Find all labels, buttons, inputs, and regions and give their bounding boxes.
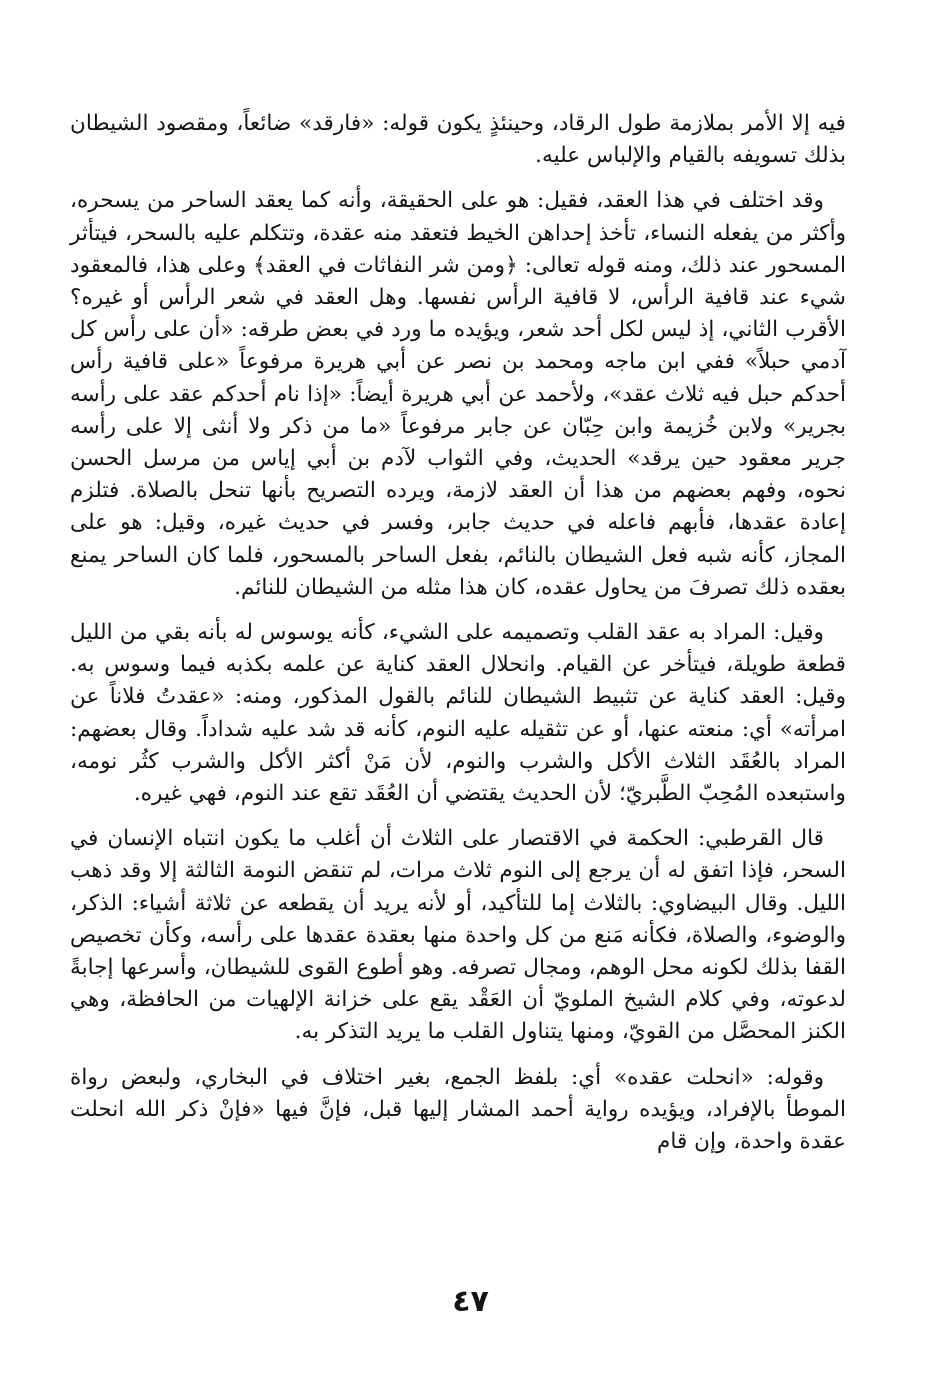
- page-number: ٤٧: [452, 1284, 489, 1319]
- paragraph-1: فيه إلا الأمر بملازمة طول الرقاد، وحينئذٍ يكون قوله: «فارقد» ضائعاً، ومقصود الشيطان بذلك تسويفه بالقيام والإلباس عليه.: [70, 111, 846, 169]
- paragraph-4: قال القرطبي: الحكمة في الاقتصار على الثلاث أن أغلب ما يكون انتباه الإنسان في السحر، فإذا اتفق له أن يرجع إلى النوم ثلاث مرات، لم تنقض النومة الثالثة إلا وقد ذهب الليل. وقال البيضاوي: بالثلاث إما للتأكيد، أو لأنه يريد أن يقطعه عن ثلاثة أشياء: الذكر، والوضوء، والصلاة، فكأنه مَنع من كل واحدة منها بعقدة عقدها على رأسه، وكأن تخصيص القفا بذلك لكونه محل الوهم، ومجال تصرفه. وهو أطوع القوى للشيطان، وأسرعها إجابةً لدعوته، وفي كلام الشيخ الملويّ أن العَقْد يقع على خزانة الإلهيات من الحافظة، وهي الكنز المحصَّل من القويّ، ومنها يتناول القلب ما يريد التذكر به.: [70, 826, 846, 1045]
- paragraph-5: وقوله: «انحلت عقده» أي: بلفظ الجمع، بغير اختلاف في البخاري، ولبعض رواة الموطأ بالإفراد، ويؤيده رواية أحمد المشار إليها قبل، فإنَّ فيها «فإنْ ذكر الله انحلت عقدة واحدة، وإن قام: [70, 1064, 846, 1155]
- paragraph-3: وقيل: المراد به عقد القلب وتصميمه على الشيء، كأنه يوسوس له بأنه بقي من الليل قطعة طويلة، فيتأخر عن القيام. وانحلال العقد كناية عن علمه بكذبه فيما وسوس به. وقيل: العقد كناية عن تثبيط الشيطان للنائم بالقول المذكور، ومنه: «عقدتُ فلاناً عن امرأته» أي: منعته عنها، أو عن تثقيله عليه النوم، كأنه قد شد عليه شداداً. وقال بعضهم: المراد بالعُقَد الثلاث الأكل والشرب والنوم، لأن مَنْ أكثر الأكل والشرب كثُر نومه، واستبعده المُحِبّ الطَّبريّ؛ لأن الحديث يقتضي أن العُقَد تقع عند النوم، فهي غيره.: [70, 620, 846, 807]
- page-body: [70, 108, 846, 1171]
- paragraph-2: وقد اختلف في هذا العقد، فقيل: هو على الحقيقة، وأنه كما يعقد الساحر من يسحره، وأكثر من يفعله النساء، تأخذ إحداهن الخيط فتعقد منه عقدة، وتتكلم عليه بالسحر، فيتأثر المسحور عند ذلك، ومنه قوله تعالى: ﴿ومن شر النفاثات في العقد﴾ وعلى هذا، فالمعقود شيء عند قافية الرأس، لا قافية الرأس نفسها. وهل العقد في شعر الرأس أو غيره؟ الأقرب الثاني، إذ ليس لكل أحد شعر، ويؤيده ما ورد في بعض طرقه: «أن على رأس كل آدمي حبلاً» ففي ابن ماجه ومحمد بن نصر عن أبي هريرة مرفوعاً «على قافية رأس أحدكم حبل فيه ثلاث عقد»، ولأحمد عن أبي هريرة أيضاً: «إذا نام أحدكم عقد على رأسه بجرير» ولابن خُزيمة وابن حِبّان عن جابر مرفوعاً «ما من ذكر ولا أنثى إلا على رأسه جرير معقود حين يرقد» الحديث، وفي الثواب لآدم بن أبي إياس من مرسل الحسن نحوه، وفهم بعضهم من هذا أن العقد لازمة، ويرده التصريح بأنها تنحل بالصلاة. فتلزم إعادة عقدها، فأبهم فاعله في حديث جابر، وفسر في حديث غيره، وقيل: هو على المجاز، كأنه شبه فعل الشيطان بالنائم، بفعل الساحر بالمسحور، فلما كان الساحر يمنع بعقده ذلك تصرفَ من يحاول عقده، كان هذا مثله من الشيطان للنائم.: [70, 188, 846, 600]
